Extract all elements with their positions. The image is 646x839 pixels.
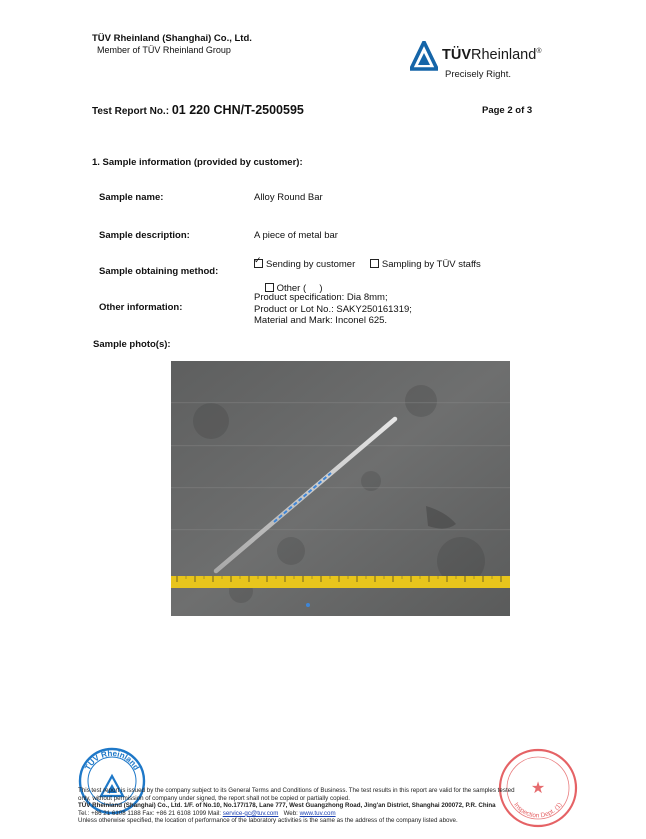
footer-mail-link[interactable]: service-gc@tuv.com bbox=[222, 809, 279, 817]
page-indicator: Page 2 of 3 bbox=[482, 105, 533, 116]
section-title: 1. Sample information (provided by customer): bbox=[92, 157, 303, 168]
other-info-line: Product or Lot No.: SAKY250161319; bbox=[254, 303, 412, 315]
footer-web-label: Web: bbox=[278, 809, 300, 817]
logo-registered: ® bbox=[536, 48, 542, 56]
footer-contact-line bbox=[78, 810, 515, 818]
report-number-line bbox=[92, 103, 304, 117]
footer-copy-line: only, without permission of company under signed, the report shall not be copied or partially copied. bbox=[78, 794, 350, 802]
svg-text:★: ★ bbox=[530, 778, 546, 797]
footer bbox=[78, 787, 515, 825]
other-information-label: Other information: bbox=[99, 302, 183, 313]
sample-description-label: Sample description: bbox=[99, 230, 190, 241]
tuv-logo bbox=[410, 41, 560, 83]
other-information-value bbox=[254, 292, 412, 327]
logo-brand-regular: Rheinland bbox=[471, 47, 537, 63]
tuv-triangle-icon bbox=[410, 41, 438, 71]
option-label: Other ( ) bbox=[276, 283, 323, 294]
footer-terms-line: This test report is issued by the company subject to its General Terms and Conditions of Business. The test results in this report are valid for the samples tested bbox=[78, 787, 515, 794]
stamp-text: Inspection Dept. (1) bbox=[512, 801, 564, 820]
sample-description-value: A piece of metal bar bbox=[254, 230, 338, 241]
sample-name-label: Sample name: bbox=[99, 192, 164, 203]
logo-tagline: Precisely Right. bbox=[445, 69, 511, 80]
option-sampling-by-tuv[interactable] bbox=[370, 259, 481, 270]
option-label: Sending by customer bbox=[266, 259, 356, 270]
report-number: 01 220 CHN/T-2500595 bbox=[171, 103, 304, 117]
footer-tel-fax: Tel.: +86 21 6108 1188 Fax: +86 21 6108 1099 Mail: bbox=[78, 809, 223, 817]
checkbox-unchecked-icon[interactable] bbox=[265, 283, 274, 292]
footer-location-line: Unless otherwise specified, the location of performance of the laboratory activities is the same as the address of the company listed above. bbox=[78, 817, 458, 825]
sample-photo-label: Sample photo(s): bbox=[93, 339, 171, 350]
company-member-line: Member of TÜV Rheinland Group bbox=[97, 45, 231, 55]
logo-brand-bold: TÜV bbox=[442, 47, 471, 63]
footer-web-link[interactable]: www.tuv.com bbox=[299, 809, 336, 817]
obtaining-method-label: Sample obtaining method: bbox=[99, 266, 219, 277]
checkbox-unchecked-icon[interactable] bbox=[370, 259, 379, 268]
checkbox-checked-icon[interactable] bbox=[254, 259, 263, 268]
company-name: TÜV Rheinland (Shanghai) Co., Ltd. bbox=[92, 33, 252, 44]
logo-wordmark bbox=[442, 47, 541, 63]
option-label: Sampling by TÜV staffs bbox=[381, 259, 481, 270]
other-info-line: Material and Mark: Inconel 625. bbox=[254, 315, 388, 326]
report-number-label: Test Report No.: bbox=[92, 106, 172, 117]
seal-text: TÜV Rheinland bbox=[83, 748, 141, 772]
sample-photo bbox=[171, 361, 510, 616]
other-info-line: Product specification: Dia 8mm; bbox=[254, 292, 388, 303]
sample-name-value: Alloy Round Bar bbox=[254, 192, 323, 203]
option-sending-by-customer[interactable] bbox=[254, 259, 355, 270]
footer-address-line: TÜV Rheinland (Shanghai) Co., Ltd. 1/F. of No.10, No.177/178, Lane 777, West Guangzhong Road, Jing'an District, Shanghai 200072, P.R. China bbox=[78, 802, 496, 810]
